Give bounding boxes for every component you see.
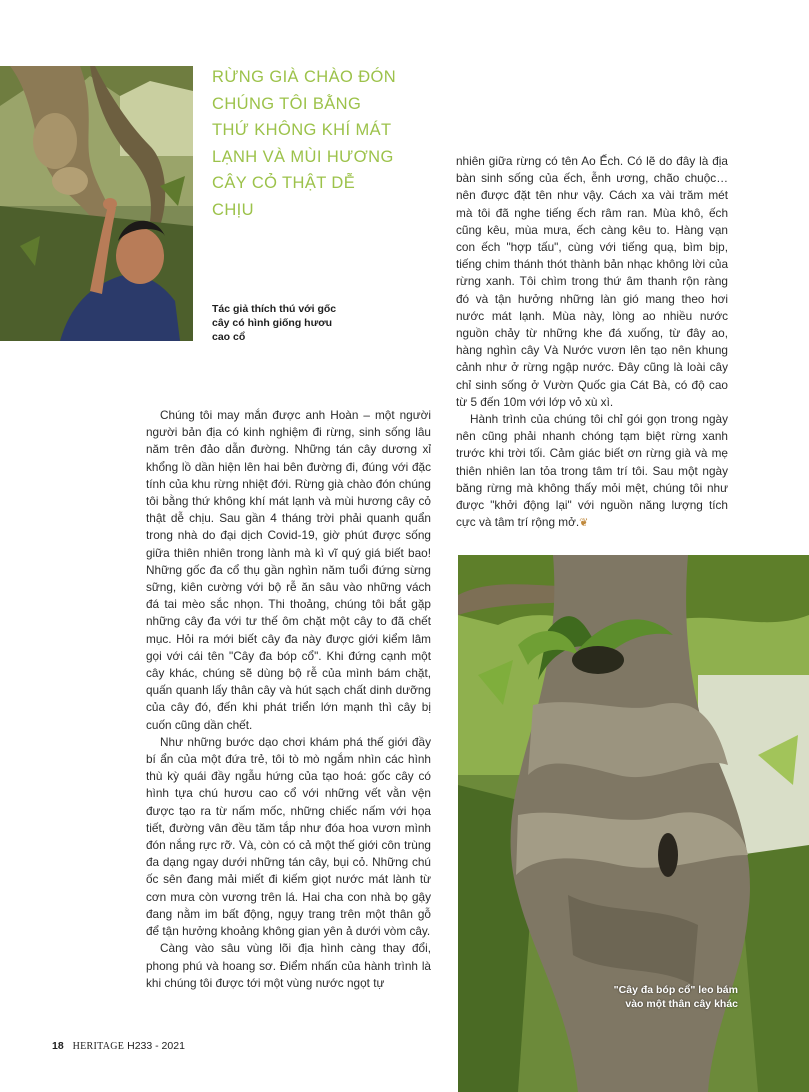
paragraph: Hành trình của chúng tôi chỉ gói gọn trong ngày nên cũng phải nhanh chóng tạm biệt rừng xanh trước khi trời tối. Cảm giác biết ơn rừng già và mẹ thiên nhiên lan tỏa trong tâm trí tôi. Sau một ngày băng rừng mà không thấy mỏi mệt, chúng tôi như được "khởi động lại" với nguồn năng lượng tích cực và tâm trí rộng mở.❦ — [456, 412, 728, 530]
photo-giraffe-tree — [0, 66, 193, 341]
paragraph: Chúng tôi may mắn được anh Hoàn – một người người bản địa có kinh nghiệm đi rừng, sinh sống lâu năm trên đảo dẫn đường. Những tán cây dương xỉ khổng lồ dần hiện lên hai bên đường đi, đúng với đặc tính của khu rừng nhiệt đới. Rừng già chào đón chúng tôi bằng thứ không khí mát lạnh và mùi hương cây cỏ thật dễ chịu. Sau gần 4 tháng trời phải quanh quẩn trong nhà do đại dịch Covid-19, giờ phút được sống giữa thiên nhiên trong lành mà kì vĩ quý giá biết bao! Những gốc đa cổ thụ gần nghìn năm tuổi đứng sừng sững, kiên cường với bộ rễ ăn sâu vào những vách đá tai mèo sắc nhọn. Thi thoảng, chúng tôi bắt gặp những cây đa với tư thế ôm chặt một cây to đã chết mục. Hỏi ra mới biết cây đa này được giới kiểm lâm gọi với cái tên "Cây đa bóp cổ". Khi đứng cạnh một cây khác, chúng sẽ dùng bộ rễ của mình bám chặt, quấn quanh lấy thân cây và hút sạch chất dinh dưỡng của cây đó, đến khi phát triển lớn mạnh thì cây bị cuốn cũng dần chết. — [146, 408, 431, 732]
pull-quote: RỪNG GIÀ CHÀO ĐÓN CHÚNG TÔI BẰNG THỨ KHÔNG KHÍ MÁT LẠNH VÀ MÙI HƯƠNG CÂY CỎ THẬT DỄ CHỊU — [212, 68, 397, 219]
photo-caption-top: Tác giả thích thú với gốc cây có hình giống hươu cao cổ — [212, 303, 337, 343]
photo-strangler-fig — [458, 555, 809, 1092]
paragraph: nhiên giữa rừng có tên Ao Ếch. Có lẽ do đây là địa bàn sinh sống của ếch, ễnh ương, chão chuộc… nên được đặt tên như vậy. Cách xa vài trăm mét mà tôi đã nghe tiếng ếch râm ran. Mùa khô, ếch cũng kêu, mùa mưa, ếch càng kêu to. Hàng vạn con ếch "hợp tấu", cùng với tiếng quạ, bìm bịp, tiếng chim thánh thót thành bản nhạc không lời của rừng xanh. Tôi chìm trong thứ âm thanh rộn ràng đó và tận hưởng những làn gió mang theo hơi nước mát lạnh. Mùa này, lòng ao nhiều nước nguồn chảy từ những khe đá xuống, từ đây ao, hàng nghìn cây Và Nước vươn lên tạo nên khung cảnh như ở rừng ngập nước. Đây cũng là loài cây chỉ sinh sống ở Vườn Quốc gia Cát Bà, có độ cao từ 5 đến 10m với lớp vỏ xù xì. — [456, 154, 728, 409]
photo-caption-bottom: "Cây đa bóp cổ" leo bám vào một thân cây khác — [613, 984, 738, 1010]
page-number: 18 — [52, 1040, 64, 1052]
paragraph: Càng vào sâu vùng lõi địa hình càng thay đổi, phong phú và hoang sơ. Điểm nhấn của hành trình là khi chúng tôi được tới một vùng nước ngọt tự — [146, 941, 431, 990]
issue-label: H233 - 2021 — [127, 1040, 185, 1052]
magazine-name: HERITAGE — [72, 1041, 125, 1052]
article-column-left — [146, 407, 431, 992]
page-footer — [52, 1040, 185, 1052]
paragraph: Như những bước dạo chơi khám phá thế giới đầy bí ẩn của một đứa trẻ, tôi tò mò ngắm nhìn các hình thù kỳ quái đầy ngẫu hứng của tạo hoá: gốc cây có hình tựa chú hươu cao cổ với những vết vằn vện được tạo ra từ nấm mốc, những chiếc nấm với họa tiết, đường vân đều tăm tắp như đóa hoa vươn mình đón nắng rực rỡ. Và, còn có cả một thế giới côn trùng đa dạng ngay dưới những tán cây, bụi cỏ. Những chú ốc sên đang mải miết đi kiếm giọt nước mát lành từ cơn mưa còn vương trên lá. Hai cha con nhà bọ gậy đang nằm im bất động, ngụy trang trên một thân gỗ để tận hưởng khoảng không gian yên ả dưới vòm cây. — [146, 734, 431, 939]
article-column-right — [456, 153, 728, 532]
end-mark-icon: ❦ — [579, 517, 589, 530]
